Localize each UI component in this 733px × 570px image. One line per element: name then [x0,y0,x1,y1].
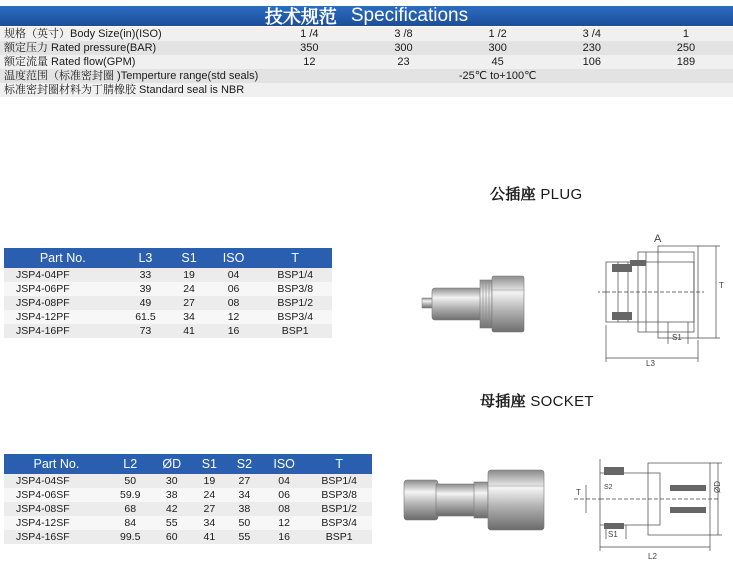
table-cell: JSP4-06SF [4,488,109,502]
socket-drawing [570,455,730,567]
column-header: S1 [192,454,227,474]
spec-value: 230 [545,41,639,55]
column-header: Part No. [4,454,109,474]
table-cell: JSP4-04PF [4,268,121,282]
column-header: ØD [152,454,192,474]
table-cell: 33 [121,268,169,282]
table-cell: 61.5 [121,310,169,324]
spec-header [0,6,733,26]
spec-row-size [0,27,733,41]
table-row [4,530,372,544]
spec-row-seal [0,83,733,97]
table-cell: 08 [262,502,306,516]
table-cell: 59.9 [109,488,152,502]
table-cell: BSP1 [306,530,372,544]
spec-label: 额定压力 Rated pressure(BAR) [0,41,262,55]
table-cell: JSP4-16SF [4,530,109,544]
table-cell: JSP4-04SF [4,474,109,488]
table-cell: 50 [227,516,262,530]
spec-row-temperature [0,69,733,83]
table-cell: 41 [169,324,208,338]
table-row [4,488,372,502]
spec-row-flow [0,55,733,69]
drawing-label-l2: L2 [648,552,657,561]
table-cell: 19 [192,474,227,488]
table-cell: 30 [152,474,192,488]
spec-row-pressure [0,41,733,55]
column-header: Part No. [4,248,121,268]
spec-value: 350 [262,41,356,55]
plug-drawing [598,230,730,370]
table-cell: BSP3/4 [258,310,332,324]
drawing-label-t: T [576,488,581,497]
table-cell: 04 [262,474,306,488]
drawing-label-a: A [654,233,662,245]
spec-value: 1 /4 [262,27,356,41]
table-cell: 16 [209,324,259,338]
table-cell: 27 [227,474,262,488]
spec-value: 45 [451,55,545,69]
table-cell: 60 [152,530,192,544]
table-cell: BSP1/2 [258,296,332,310]
table-row [4,282,332,296]
table-cell: 34 [227,488,262,502]
spec-title-cn: 技术规范 [264,7,337,27]
socket-title [480,390,594,411]
table-row [4,502,372,516]
spec-value: 300 [451,41,545,55]
socket-title-cn: 母插座 [480,393,526,410]
table-row [4,516,372,530]
table-cell: 84 [109,516,152,530]
spec-label: 温度范围（标准密封圈 )Temperture range(std seals) [0,69,262,83]
table-cell: 16 [262,530,306,544]
table-cell: BSP1 [258,324,332,338]
column-header: T [306,454,372,474]
table-row [4,310,332,324]
table-cell: 27 [192,502,227,516]
spec-title-en: Specifications [350,5,469,26]
table-cell: BSP3/8 [258,282,332,296]
table-cell: 06 [262,488,306,502]
plug-title-cn: 公插座 [490,186,536,203]
table-row [4,474,372,488]
socket-title-en: SOCKET [530,393,594,410]
table-cell: 38 [227,502,262,516]
table-cell: 38 [152,488,192,502]
column-header: L3 [121,248,169,268]
drawing-label-s1: S1 [608,530,618,539]
table-cell: 12 [262,516,306,530]
column-header: S2 [227,454,262,474]
socket-photo [402,464,552,536]
plug-photo [420,270,528,338]
table-cell: 08 [209,296,259,310]
table-cell: JSP4-12SF [4,516,109,530]
column-header: ISO [262,454,306,474]
table-cell: 73 [121,324,169,338]
table-cell: JSP4-12PF [4,310,121,324]
table-cell: 06 [209,282,259,296]
table-cell: JSP4-16PF [4,324,121,338]
spec-value: 3 /4 [545,27,639,41]
table-row [4,296,332,310]
table-cell: 34 [192,516,227,530]
table-cell: BSP1/4 [258,268,332,282]
table-cell: 42 [152,502,192,516]
table-cell: 49 [121,296,169,310]
drawing-label-s2: S2 [604,484,613,491]
table-cell: 27 [169,296,208,310]
table-cell: JSP4-08SF [4,502,109,516]
plug-table [4,248,332,338]
plug-title-en: PLUG [540,186,583,203]
spec-value: -25℃ to+100℃ [262,69,733,83]
table-cell: 34 [169,310,208,324]
table-cell: 24 [192,488,227,502]
column-header: ISO [209,248,259,268]
drawing-label-t: T [719,281,724,290]
table-cell: JSP4-08PF [4,296,121,310]
spec-value: 250 [639,41,733,55]
table-cell: 39 [121,282,169,296]
table-cell: JSP4-06PF [4,282,121,296]
spec-label: 规格（英寸）Body Size(in)(ISO) [0,27,262,41]
table-cell: 99.5 [109,530,152,544]
spec-value: 189 [639,55,733,69]
table-cell: 12 [209,310,259,324]
table-row [4,324,332,338]
spec-table [0,27,733,97]
drawing-label-l3: L3 [646,359,655,368]
column-header: S1 [169,248,208,268]
table-cell: 55 [227,530,262,544]
spec-value: 12 [262,55,356,69]
table-cell: 68 [109,502,152,516]
table-cell: BSP3/4 [306,516,372,530]
plug-table-header [4,248,332,268]
spec-value: 300 [356,41,450,55]
table-cell: 19 [169,268,208,282]
spec-value: 1 /2 [451,27,545,41]
spec-label: 额定流量 Rated flow(GPM) [0,55,262,69]
table-cell: BSP1/2 [306,502,372,516]
table-row [4,268,332,282]
column-header: T [258,248,332,268]
table-cell: 04 [209,268,259,282]
spec-value: 3 /8 [356,27,450,41]
plug-title [490,183,582,204]
table-cell: 41 [192,530,227,544]
socket-table [4,454,372,544]
table-cell: BSP1/4 [306,474,372,488]
column-header: L2 [109,454,152,474]
spec-label: 标准密封圈材料为丁腈橡胶 Standard seal is NBR [0,83,733,97]
drawing-label-s1: S1 [672,333,682,342]
socket-table-header [4,454,372,474]
drawing-label-od: ØD [713,481,722,493]
table-cell: 24 [169,282,208,296]
spec-value: 106 [545,55,639,69]
table-cell: 50 [109,474,152,488]
spec-value: 23 [356,55,450,69]
table-cell: 55 [152,516,192,530]
table-cell: BSP3/8 [306,488,372,502]
spec-value: 1 [639,27,733,41]
